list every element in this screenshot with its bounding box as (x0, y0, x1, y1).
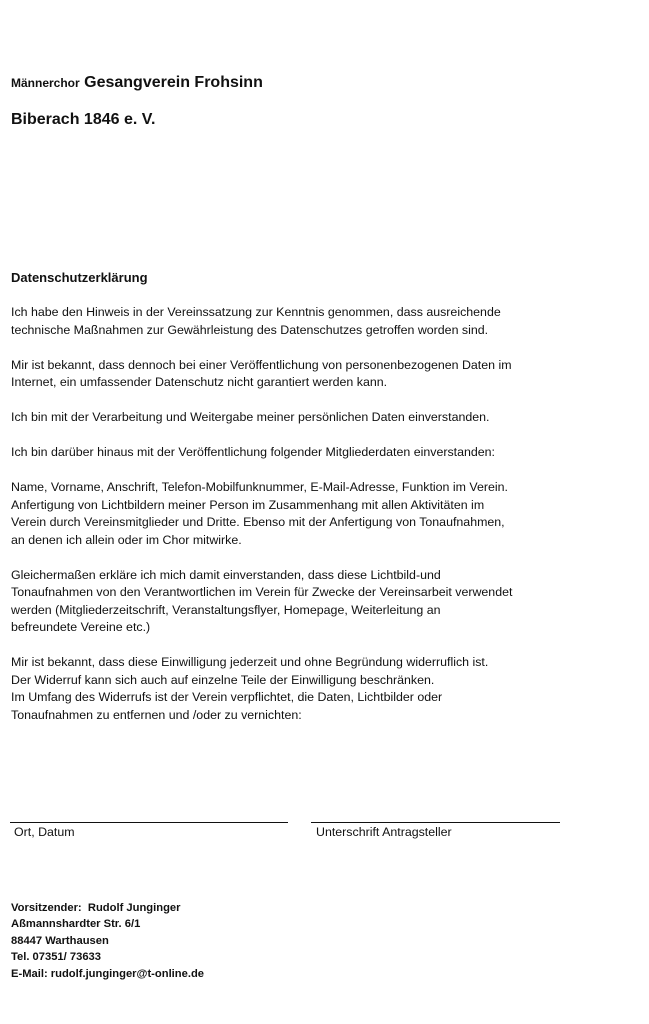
document-title: Datenschutzerklärung (11, 270, 148, 285)
contact-footer (11, 900, 204, 982)
paragraph: Mir ist bekannt, dass dennoch bei einer Veröffentlichung von personenbezogenen Daten im Internet, ein umfassender Datenschutz nicht garantiert werden kann. (11, 357, 512, 389)
address-city: 88447 Warthausen (11, 934, 109, 947)
org-name: Gesangverein Frohsinn (84, 74, 263, 91)
org-name-line (11, 73, 263, 93)
org-location-line: Biberach 1846 e. V. (11, 111, 156, 128)
place-date-signature-line (10, 822, 288, 823)
org-prefix: Männerchor (11, 76, 80, 90)
address-street: Aßmannshardter Str. 6/1 (11, 918, 141, 931)
paragraph: Mir ist bekannt, dass diese Einwilligung jederzeit und ohne Begründung widerruflich ist. Der Widerruf kann sich auch auf einzelne Teile der Einwilligung beschränken. Im Umfang des Widerrufs ist der Verein verpflichtet, die Daten, Lichtbilder oder Tonaufnahmen zu entfernen und /oder zu vernichten: (11, 655, 489, 722)
email-address: E-Mail: rudolf.junginger@t-online.de (11, 967, 205, 980)
phone-number: Tel. 07351/ 73633 (11, 951, 101, 964)
applicant-signature-label: Unterschrift Antragsteller (316, 825, 452, 839)
place-date-label: Ort, Datum (14, 825, 75, 839)
paragraph: Name, Vorname, Anschrift, Telefon-Mobilfunknummer, E-Mail-Adresse, Funktion im Verein. Anfertigung von Lichtbildern meiner Person im Zusammenhang mit allen Aktivitäten im Verein durch Vereinsmitglieder und Dritte. Ebenso mit der Anfertigung von Tonaufnahmen, an denen ich allein oder im Chor mitwirke. (11, 480, 508, 547)
applicant-signature-line (311, 822, 560, 823)
paragraph: Ich bin mit der Verarbeitung und Weitergabe meiner persönlichen Daten einverstanden. (11, 410, 490, 424)
paragraph: Gleichermaßen erkläre ich mich damit einverstanden, dass diese Lichtbild-und Tonaufnahmen von den Verantwortlichen im Verein für Zwecke der Vereinsarbeit verwendet werden (Mitgliederzeitschrift, Veranstaltungsflyer, Homepage, Weiterleitung an befreundete Vereine etc.) (11, 567, 513, 634)
paragraph: Ich bin darüber hinaus mit der Veröffentlichung folgender Mitgliederdaten einverstanden: (11, 445, 496, 459)
document-body (11, 304, 631, 742)
paragraph: Ich habe den Hinweis in der Vereinssatzung zur Kenntnis genommen, dass ausreichende technische Maßnahmen zur Gewährleistung des Datenschutzes getroffen worden sind. (11, 305, 501, 337)
letterhead (11, 73, 263, 130)
chairman-name: Vorsitzender: Rudolf Junginger (11, 902, 181, 914)
